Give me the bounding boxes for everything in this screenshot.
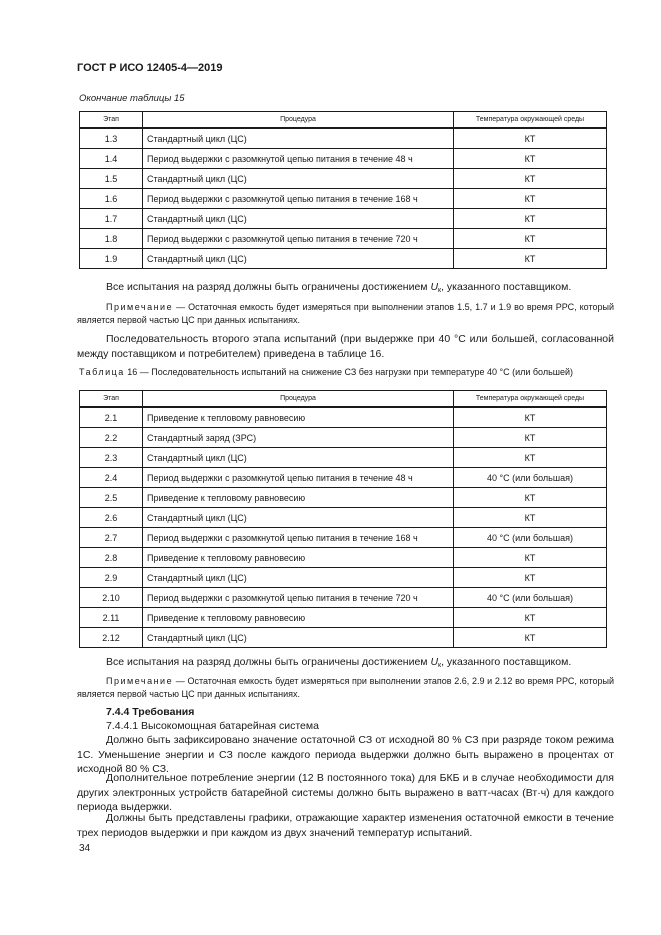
procedure-cell: Стандартный цикл (ЦС) [143, 628, 454, 648]
table-16 [79, 390, 607, 648]
table-row [80, 249, 607, 269]
procedure-cell: Приведение к тепловому равновесию [143, 548, 454, 568]
table-row [80, 128, 607, 149]
procedure-cell: Стандартный цикл (ЦС) [143, 508, 454, 528]
procedure-cell: Период выдержки с разомкнутой цепью питания в течение 48 ч [143, 468, 454, 488]
temperature-cell: КТ [454, 229, 607, 249]
temperature-cell: КТ [454, 189, 607, 209]
temperature-cell: КТ [454, 428, 607, 448]
table-row [80, 169, 607, 189]
table-row [80, 468, 607, 488]
temperature-cell: 40 °С (или большая) [454, 468, 607, 488]
stage-cell: 1.4 [80, 149, 143, 169]
stage-cell: 1.5 [80, 169, 143, 189]
stage-cell: 1.7 [80, 209, 143, 229]
table-row [80, 428, 607, 448]
procedure-cell: Стандартный цикл (ЦС) [143, 169, 454, 189]
temperature-cell: КТ [454, 407, 607, 428]
table-row [80, 448, 607, 468]
table-header-row [80, 112, 607, 129]
col-header-procedure: Процедура [143, 391, 454, 408]
stage-cell: 1.9 [80, 249, 143, 269]
table-header-row [80, 391, 607, 408]
requirement-paragraph-1: Должно быть зафиксировано значение остаточной СЗ от исходной 80 % СЗ при разряде током режима 1С. Уменьшение энергии и СЗ после каждого периода выдержки должно быть выражено в процентах от исходной 80 % СЗ. [77, 734, 614, 775]
temperature-cell: КТ [454, 608, 607, 628]
procedure-cell: Период выдержки с разомкнутой цепью питания в течение 720 ч [143, 588, 454, 608]
table-row [80, 528, 607, 548]
stage-cell: 2.2 [80, 428, 143, 448]
procedure-cell: Приведение к тепловому равновесию [143, 488, 454, 508]
procedure-cell: Стандартный цикл (ЦС) [143, 448, 454, 468]
temperature-cell: КТ [454, 209, 607, 229]
table-row [80, 488, 607, 508]
note-2: Примечание — Остаточная емкость будет измеряться при выполнении этапов 2.6, 2.9 и 2.12 во время РРС, который является первой частью ЦС при данных испытаниях. [77, 676, 614, 699]
stage-cell: 1.8 [80, 229, 143, 249]
page-number: 34 [79, 843, 91, 854]
table-row [80, 407, 607, 428]
temperature-cell: КТ [454, 508, 607, 528]
table-row [80, 628, 607, 648]
stage-cell: 2.7 [80, 528, 143, 548]
procedure-cell: Приведение к тепловому равновесию [143, 608, 454, 628]
stage-cell: 2.11 [80, 608, 143, 628]
requirement-paragraph-3: Должны быть представлены графики, отражающие характер изменения остаточной емкости в течение трех периодов выдержки и при каждом из двух значений температур испытаний. [77, 812, 614, 839]
col-header-procedure: Процедура [143, 112, 454, 129]
stage-cell: 2.3 [80, 448, 143, 468]
procedure-cell: Период выдержки с разомкнутой цепью питания в течение 168 ч [143, 528, 454, 548]
stage-cell: 2.8 [80, 548, 143, 568]
table-row [80, 209, 607, 229]
procedure-cell: Стандартный цикл (ЦС) [143, 128, 454, 149]
procedure-cell: Стандартный цикл (ЦС) [143, 249, 454, 269]
temperature-cell: 40 °С (или большая) [454, 528, 607, 548]
stage-cell: 2.1 [80, 407, 143, 428]
procedure-cell: Период выдержки с разомкнутой цепью питания в течение 720 ч [143, 229, 454, 249]
stage-cell: 1.6 [80, 189, 143, 209]
temperature-cell: КТ [454, 249, 607, 269]
table-row [80, 608, 607, 628]
procedure-cell: Стандартный цикл (ЦС) [143, 568, 454, 588]
table-row [80, 588, 607, 608]
note-1: Примечание — Остаточная емкость будет измеряться при выполнении этапов 1.5, 1.7 и 1.9 во время РРС, который является первой частью ЦС при данных испытаниях. [77, 302, 614, 325]
table-row [80, 568, 607, 588]
temperature-cell: КТ [454, 628, 607, 648]
table-row [80, 149, 607, 169]
stage-cell: 2.4 [80, 468, 143, 488]
procedure-cell: Стандартный заряд (ЗРС) [143, 428, 454, 448]
temperature-cell: КТ [454, 568, 607, 588]
temperature-cell: КТ [454, 128, 607, 149]
temperature-cell: КТ [454, 448, 607, 468]
discharge-limit-text-2: Все испытания на разряд должны быть ограничены достижением $U_к$, указанного поставщиком. [106, 656, 572, 669]
table-row [80, 548, 607, 568]
table-row [80, 508, 607, 528]
requirement-paragraph-2: Дополнительное потребление энергии (12 В постоянного тока) для БКБ и в случае необходимости для других электронных устройств батарейной системы должно быть выражено в ватт-часах (Вт·ч) для каждого периода выдержки. [77, 772, 614, 813]
section-heading: 7.4.4 Требования [106, 706, 195, 718]
stage-cell: 1.3 [80, 128, 143, 149]
procedure-cell: Стандартный цикл (ЦС) [143, 209, 454, 229]
temperature-cell: КТ [454, 548, 607, 568]
document-header: ГОСТ Р ИСО 12405-4—2019 [77, 62, 223, 74]
table-row [80, 229, 607, 249]
procedure-cell: Приведение к тепловому равновесию [143, 407, 454, 428]
col-header-temperature: Температура окружающей среды [454, 391, 607, 408]
temperature-cell: 40 °С (или большая) [454, 588, 607, 608]
table15-caption: Окончание таблицы 15 [79, 93, 185, 104]
stage-cell: 2.12 [80, 628, 143, 648]
procedure-cell: Период выдержки с разомкнутой цепью питания в течение 48 ч [143, 149, 454, 169]
table16-caption: Таблица 16 — Последовательность испытаний на снижение СЗ без нагрузки при температуре 40 °С (или большей) [79, 367, 574, 377]
subsection-heading: 7.4.4.1 Высокомощная батарейная система [106, 720, 319, 732]
table-15 [79, 111, 607, 269]
sequence-text: Последовательность второго этапа испытаний (при выдержке при 40 °С или большей, согласованной между поставщиком и потребителем) приведена в таблице 16. [77, 333, 614, 360]
stage-cell: 2.10 [80, 588, 143, 608]
table-row [80, 189, 607, 209]
temperature-cell: КТ [454, 149, 607, 169]
stage-cell: 2.6 [80, 508, 143, 528]
col-header-stage: Этап [80, 391, 143, 408]
procedure-cell: Период выдержки с разомкнутой цепью питания в течение 168 ч [143, 189, 454, 209]
col-header-stage: Этап [80, 112, 143, 129]
col-header-temperature: Температура окружающей среды [454, 112, 607, 129]
temperature-cell: КТ [454, 488, 607, 508]
temperature-cell: КТ [454, 169, 607, 189]
stage-cell: 2.5 [80, 488, 143, 508]
discharge-limit-text-1: Все испытания на разряд должны быть ограничены достижением $U_к$, указанного поставщиком. [106, 281, 572, 294]
stage-cell: 2.9 [80, 568, 143, 588]
